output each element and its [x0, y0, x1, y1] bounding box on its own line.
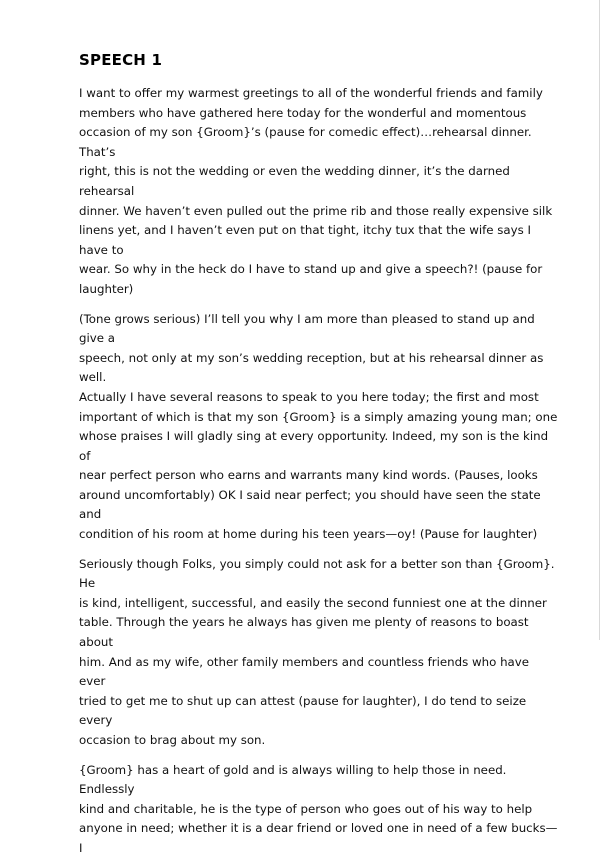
paragraph-4: {Groom} has a heart of gold and is always willing to help those in need. Endlessly kind and charitable, he is the type of person who goes out of his way to help anyone in need; whether it is a dear friend or loved one in need of a few bucks—I — [79, 762, 558, 855]
paragraph-3: Seriously though Folks, you simply could not ask for a better son than {Groom}. He is kind, intelligent, successful, and easily the second funniest one at the dinner table. Through the years he always has given me plenty of reasons to boast about him. And as my wife, other family members and countless friends who have ever tried to get me to shut up can attest (pause for laughter), I do tend to seize every occasion to brag about my son. — [79, 556, 555, 747]
page-title: SPEECH 1 — [79, 51, 163, 69]
paragraph-2: (Tone grows serious) I’ll tell you why I am more than pleased to stand up and give a speech, not only at my son’s wedding reception, but at his rehearsal dinner as well. Actually I have several reasons to speak to you here today; the first and most important of which is that my son {Groom} is a simply amazing young man; one whose praises I will gladly sing at every opportunity. Indeed, my son is the kind of near perfect person who earns and warrants many kind words. (Pauses, looks around uncomfortably) OK I said near perfect; you should have seen the state and condition of his room at home during his teen years—oy! (Pause for laughter) — [79, 311, 558, 542]
paragraph-1: I want to offer my warmest greetings to all of the wonderful friends and family members who have gathered here today for the wonderful and momentous occasion of my son {Groom}’s (pause for comedic effect)…rehearsal dinner. That’s right, this is not the wedding or even the wedding dinner, it’s the darned rehearsal dinner. We haven’t even pulled out the prime rib and those really expensive silk linens yet, and I haven’t even put on that tight, itchy tux that the wife says I have to wear. So why in the heck do I have to stand up and give a speech?! (pause for laughter) — [79, 86, 553, 296]
